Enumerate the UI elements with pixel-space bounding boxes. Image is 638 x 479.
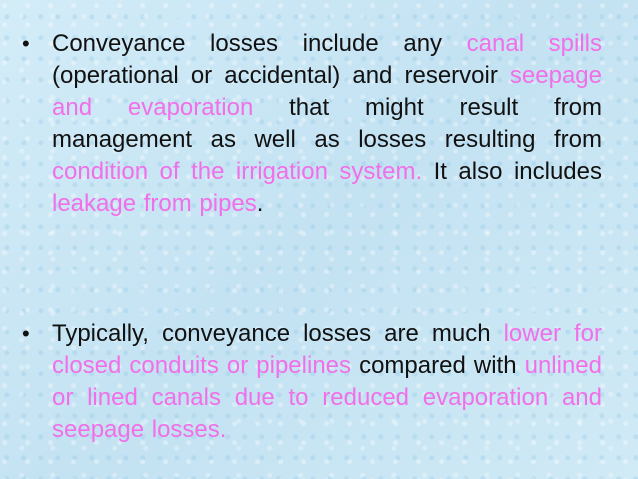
bullet-dot-icon: • (22, 321, 30, 346)
bullet-1-segment-2: canal spills (466, 30, 602, 57)
bullet-item-2 (22, 318, 602, 446)
bullet-1-segment-5: that might result from management as well as losses resulting from (52, 94, 602, 153)
bullet-item-1 (22, 28, 602, 220)
bullet-1-segment-1: Conveyance losses include any (52, 30, 467, 57)
bullet-2-segment-2: lower for closed conduits or pipelines (52, 320, 602, 379)
bullet-2-segment-1: Typically, conveyance losses are much (52, 320, 504, 347)
bullet-text-2 (52, 318, 602, 446)
bullet-1-segment-7: It also includes (422, 158, 603, 185)
bullet-1-segment-3: (operational or accidental) and reservoir (52, 62, 510, 89)
bullet-1-segment-8: leakage from pipes (52, 190, 257, 217)
bullet-2-segment-4: unlined or lined canals due to reduced evaporation and seepage losses. (52, 352, 602, 443)
bullet-text-1 (52, 28, 602, 220)
bullet-1-segment-9: . (256, 190, 264, 217)
bullet-1-segment-6: condition of the irrigation system. (52, 158, 423, 185)
bullet-1-segment-4: seepage and evaporation (52, 62, 602, 121)
bullet-2-segment-3: compared with (351, 352, 525, 379)
bullet-dot-icon: • (22, 31, 30, 56)
